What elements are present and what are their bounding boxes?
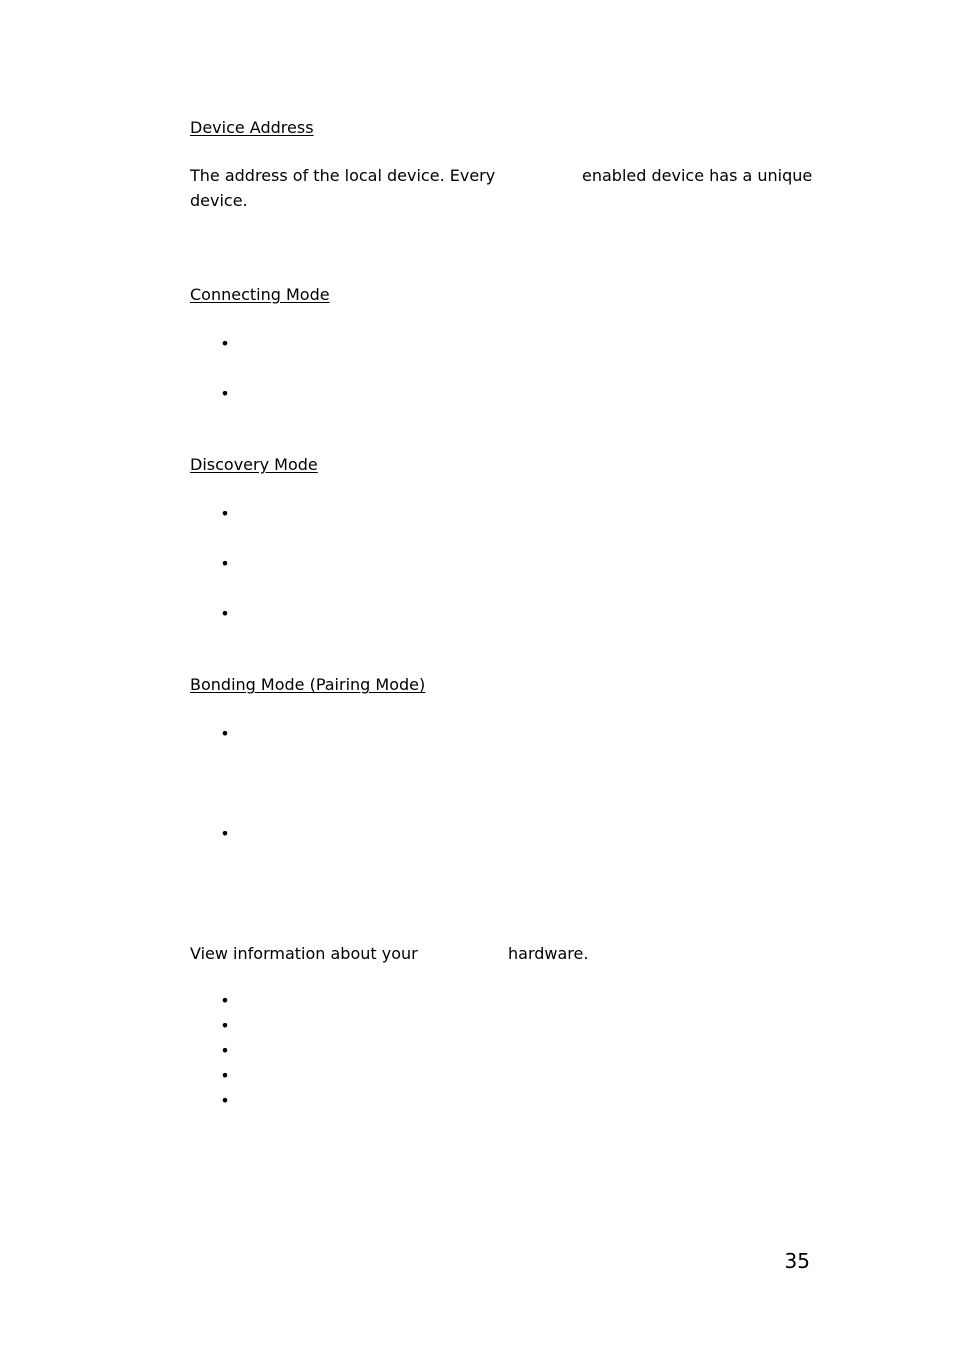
discovery-mode-bullet: • [220, 554, 230, 573]
connecting-mode-heading: Connecting Mode [190, 285, 330, 304]
hardware-info-bullet: • [220, 991, 230, 1010]
connecting-mode-bullet: • [220, 384, 230, 403]
connecting-mode-bullet: • [220, 334, 230, 353]
discovery-mode-bullet: • [220, 604, 230, 623]
device-address-text-line2: device. [190, 191, 248, 210]
hardware-info-text-part1: View information about your [190, 944, 418, 963]
hardware-info-bullet: • [220, 1041, 230, 1060]
hardware-info-text-part2: hardware. [508, 944, 589, 963]
device-address-heading: Device Address [190, 118, 314, 137]
hardware-info-bullet: • [220, 1066, 230, 1085]
device-address-text-part2: enabled device has a unique [582, 166, 813, 185]
bonding-mode-bullet: • [220, 724, 230, 743]
page-number: 35 [784, 1249, 810, 1273]
hardware-info-bullet: • [220, 1016, 230, 1035]
hardware-info-bullet: • [220, 1091, 230, 1110]
device-address-text-part1: The address of the local device. Every [190, 166, 496, 185]
discovery-mode-bullet: • [220, 504, 230, 523]
bonding-mode-bullet: • [220, 824, 230, 843]
discovery-mode-heading: Discovery Mode [190, 455, 318, 474]
bonding-mode-heading: Bonding Mode (Pairing Mode) [190, 675, 426, 694]
